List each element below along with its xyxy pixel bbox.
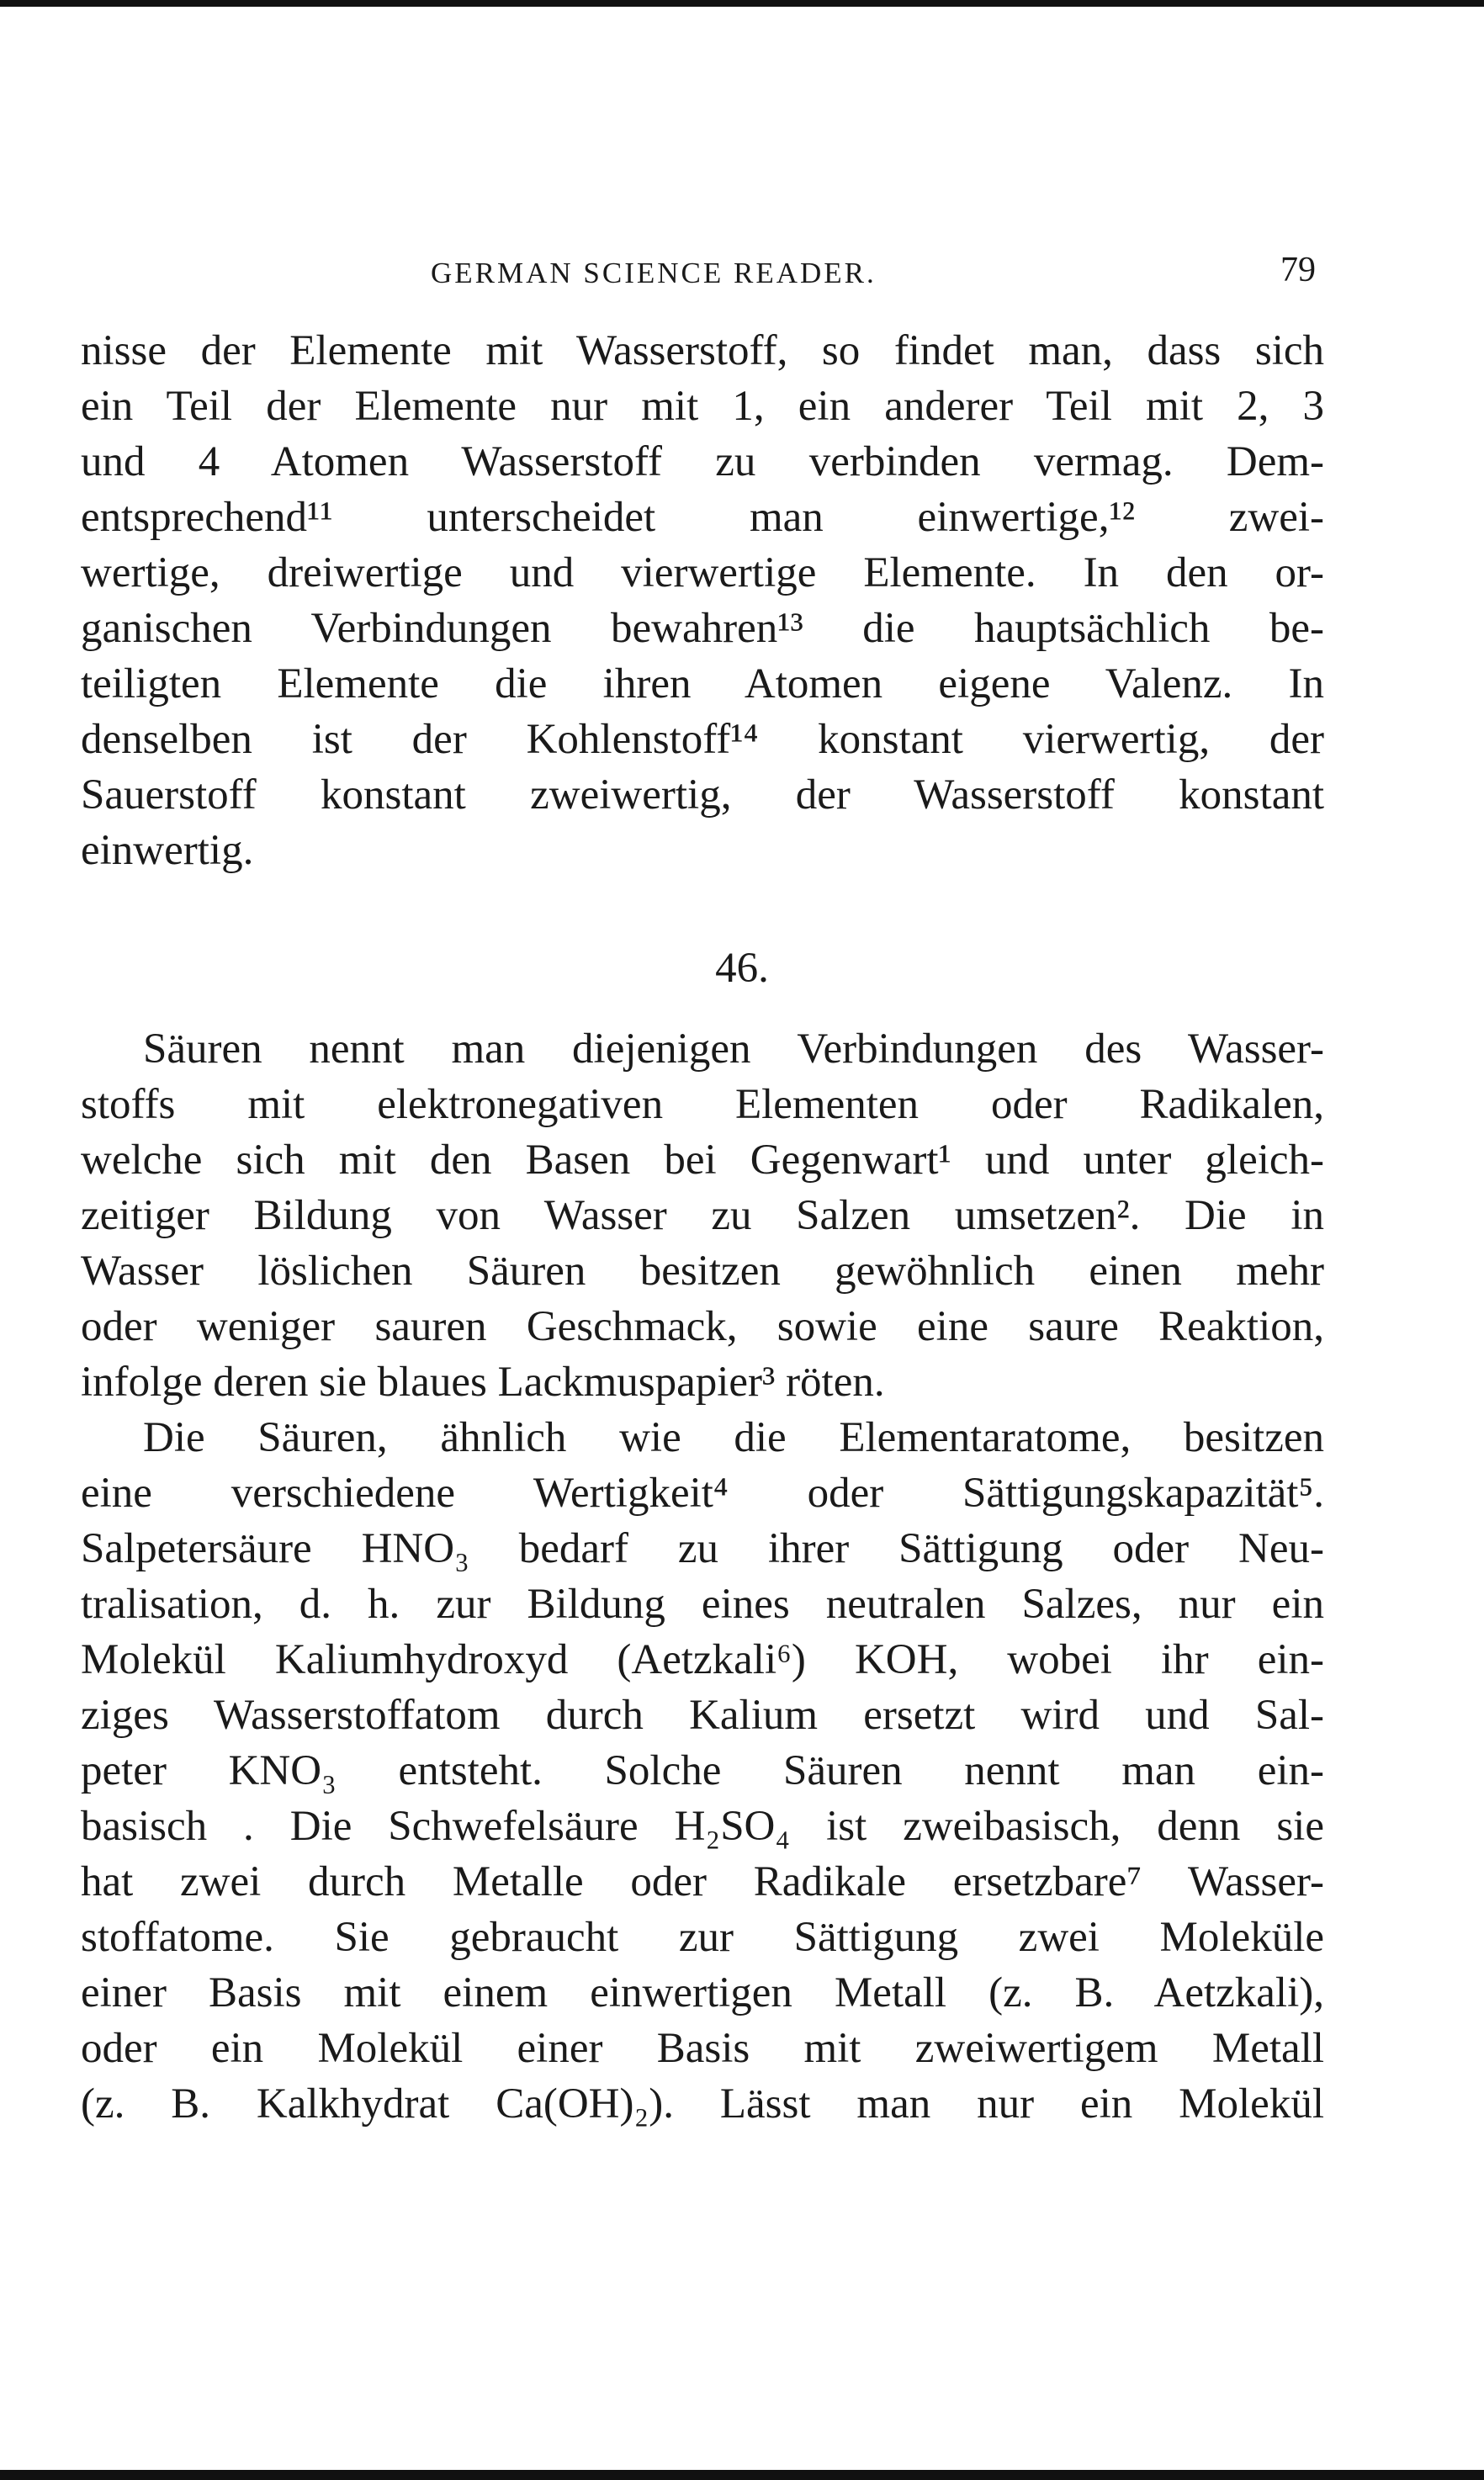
text-line: und 4 Atomen Wasserstoff zu verbinden vermag. Dem-	[81, 438, 1324, 485]
text-line: ein Teil der Elemente nur mit 1, ein anderer Teil mit 2, 3	[81, 383, 1324, 430]
text-line: ganischen Verbindungen bewahren¹³ die hauptsächlich be-	[81, 605, 1324, 652]
page-number: 79	[1280, 251, 1316, 289]
text-line: wertige, dreiwertige und vierwertige Elemente. In den or-	[81, 549, 1324, 596]
text-line: peter KNO₃ entsteht. Solche Säuren nennt man ein-	[81, 1747, 1324, 1794]
text-line: oder weniger sauren Geschmack, sowie eine saure Reaktion,	[81, 1303, 1324, 1350]
text-line: welche sich mit den Basen bei Gegenwart¹ und unter gleich-	[81, 1137, 1324, 1184]
text-line: Die Säuren, ähnlich wie die Elementaratome, besitzen	[143, 1414, 1324, 1461]
text-line: basisch . Die Schwefelsäure H₂SO₄ ist zweibasisch, denn sie	[81, 1803, 1324, 1850]
text-line: stoffatome. Sie gebraucht zur Sättigung zwei Moleküle	[81, 1914, 1324, 1961]
section-number: 46.	[715, 945, 769, 992]
running-head	[0, 250, 1484, 300]
text-line: Wasser löslichen Säuren besitzen gewöhnlich einen mehr	[81, 1248, 1324, 1295]
text-line: entsprechend¹¹ unterscheidet man einwertige,¹² zwei-	[81, 494, 1324, 541]
bottom-scan-border	[0, 2470, 1484, 2480]
top-scan-border	[0, 0, 1484, 7]
text-line: Molekül Kaliumhydroxyd (Aetzkali⁶) KOH, wobei ihr ein-	[81, 1636, 1324, 1683]
text-line: ziges Wasserstoffatom durch Kalium ersetzt wird und Sal-	[81, 1692, 1324, 1739]
text-line: infolge deren sie blaues Lackmuspapier³ röten.	[81, 1359, 885, 1406]
text-line: tralisation, d. h. zur Bildung eines neutralen Salzes, nur ein	[81, 1581, 1324, 1628]
text-line: oder ein Molekül einer Basis mit zweiwertigem Metall	[81, 2025, 1324, 2072]
text-line: nisse der Elemente mit Wasserstoff, so findet man, dass sich	[81, 327, 1324, 374]
text-line: (z. B. Kalkhydrat Ca(OH)₂). Lässt man nur ein Molekül	[81, 2080, 1324, 2128]
text-line: stoffs mit elektronegativen Elementen oder Radikalen,	[81, 1081, 1324, 1128]
text-line: zeitiger Bildung von Wasser zu Salzen umsetzen². Die in	[81, 1192, 1324, 1239]
text-line: eine verschiedene Wertigkeit⁴ oder Sättigungskapazität⁵.	[81, 1470, 1324, 1517]
text-line: denselben ist der Kohlenstoff¹⁴ konstant vierwertig, der	[81, 716, 1324, 763]
running-title: GERMAN SCIENCE READER.	[431, 257, 877, 289]
text-line: Salpetersäure HNO₃ bedarf zu ihrer Sättigung oder Neu-	[81, 1525, 1324, 1572]
text-line: einer Basis mit einem einwertigen Metall (z. B. Aetzkali),	[81, 1969, 1324, 2016]
text-line: Säuren nennt man diejenigen Verbindungen des Wasser-	[143, 1025, 1324, 1073]
text-line: hat zwei durch Metalle oder Radikale ersetzbare⁷ Wasser-	[81, 1858, 1324, 1905]
text-line: Sauerstoff konstant zweiwertig, der Wasserstoff konstant	[81, 771, 1324, 819]
text-line: teiligten Elemente die ihren Atomen eigene Valenz. In	[81, 660, 1324, 707]
text-line: einwertig.	[81, 827, 254, 874]
